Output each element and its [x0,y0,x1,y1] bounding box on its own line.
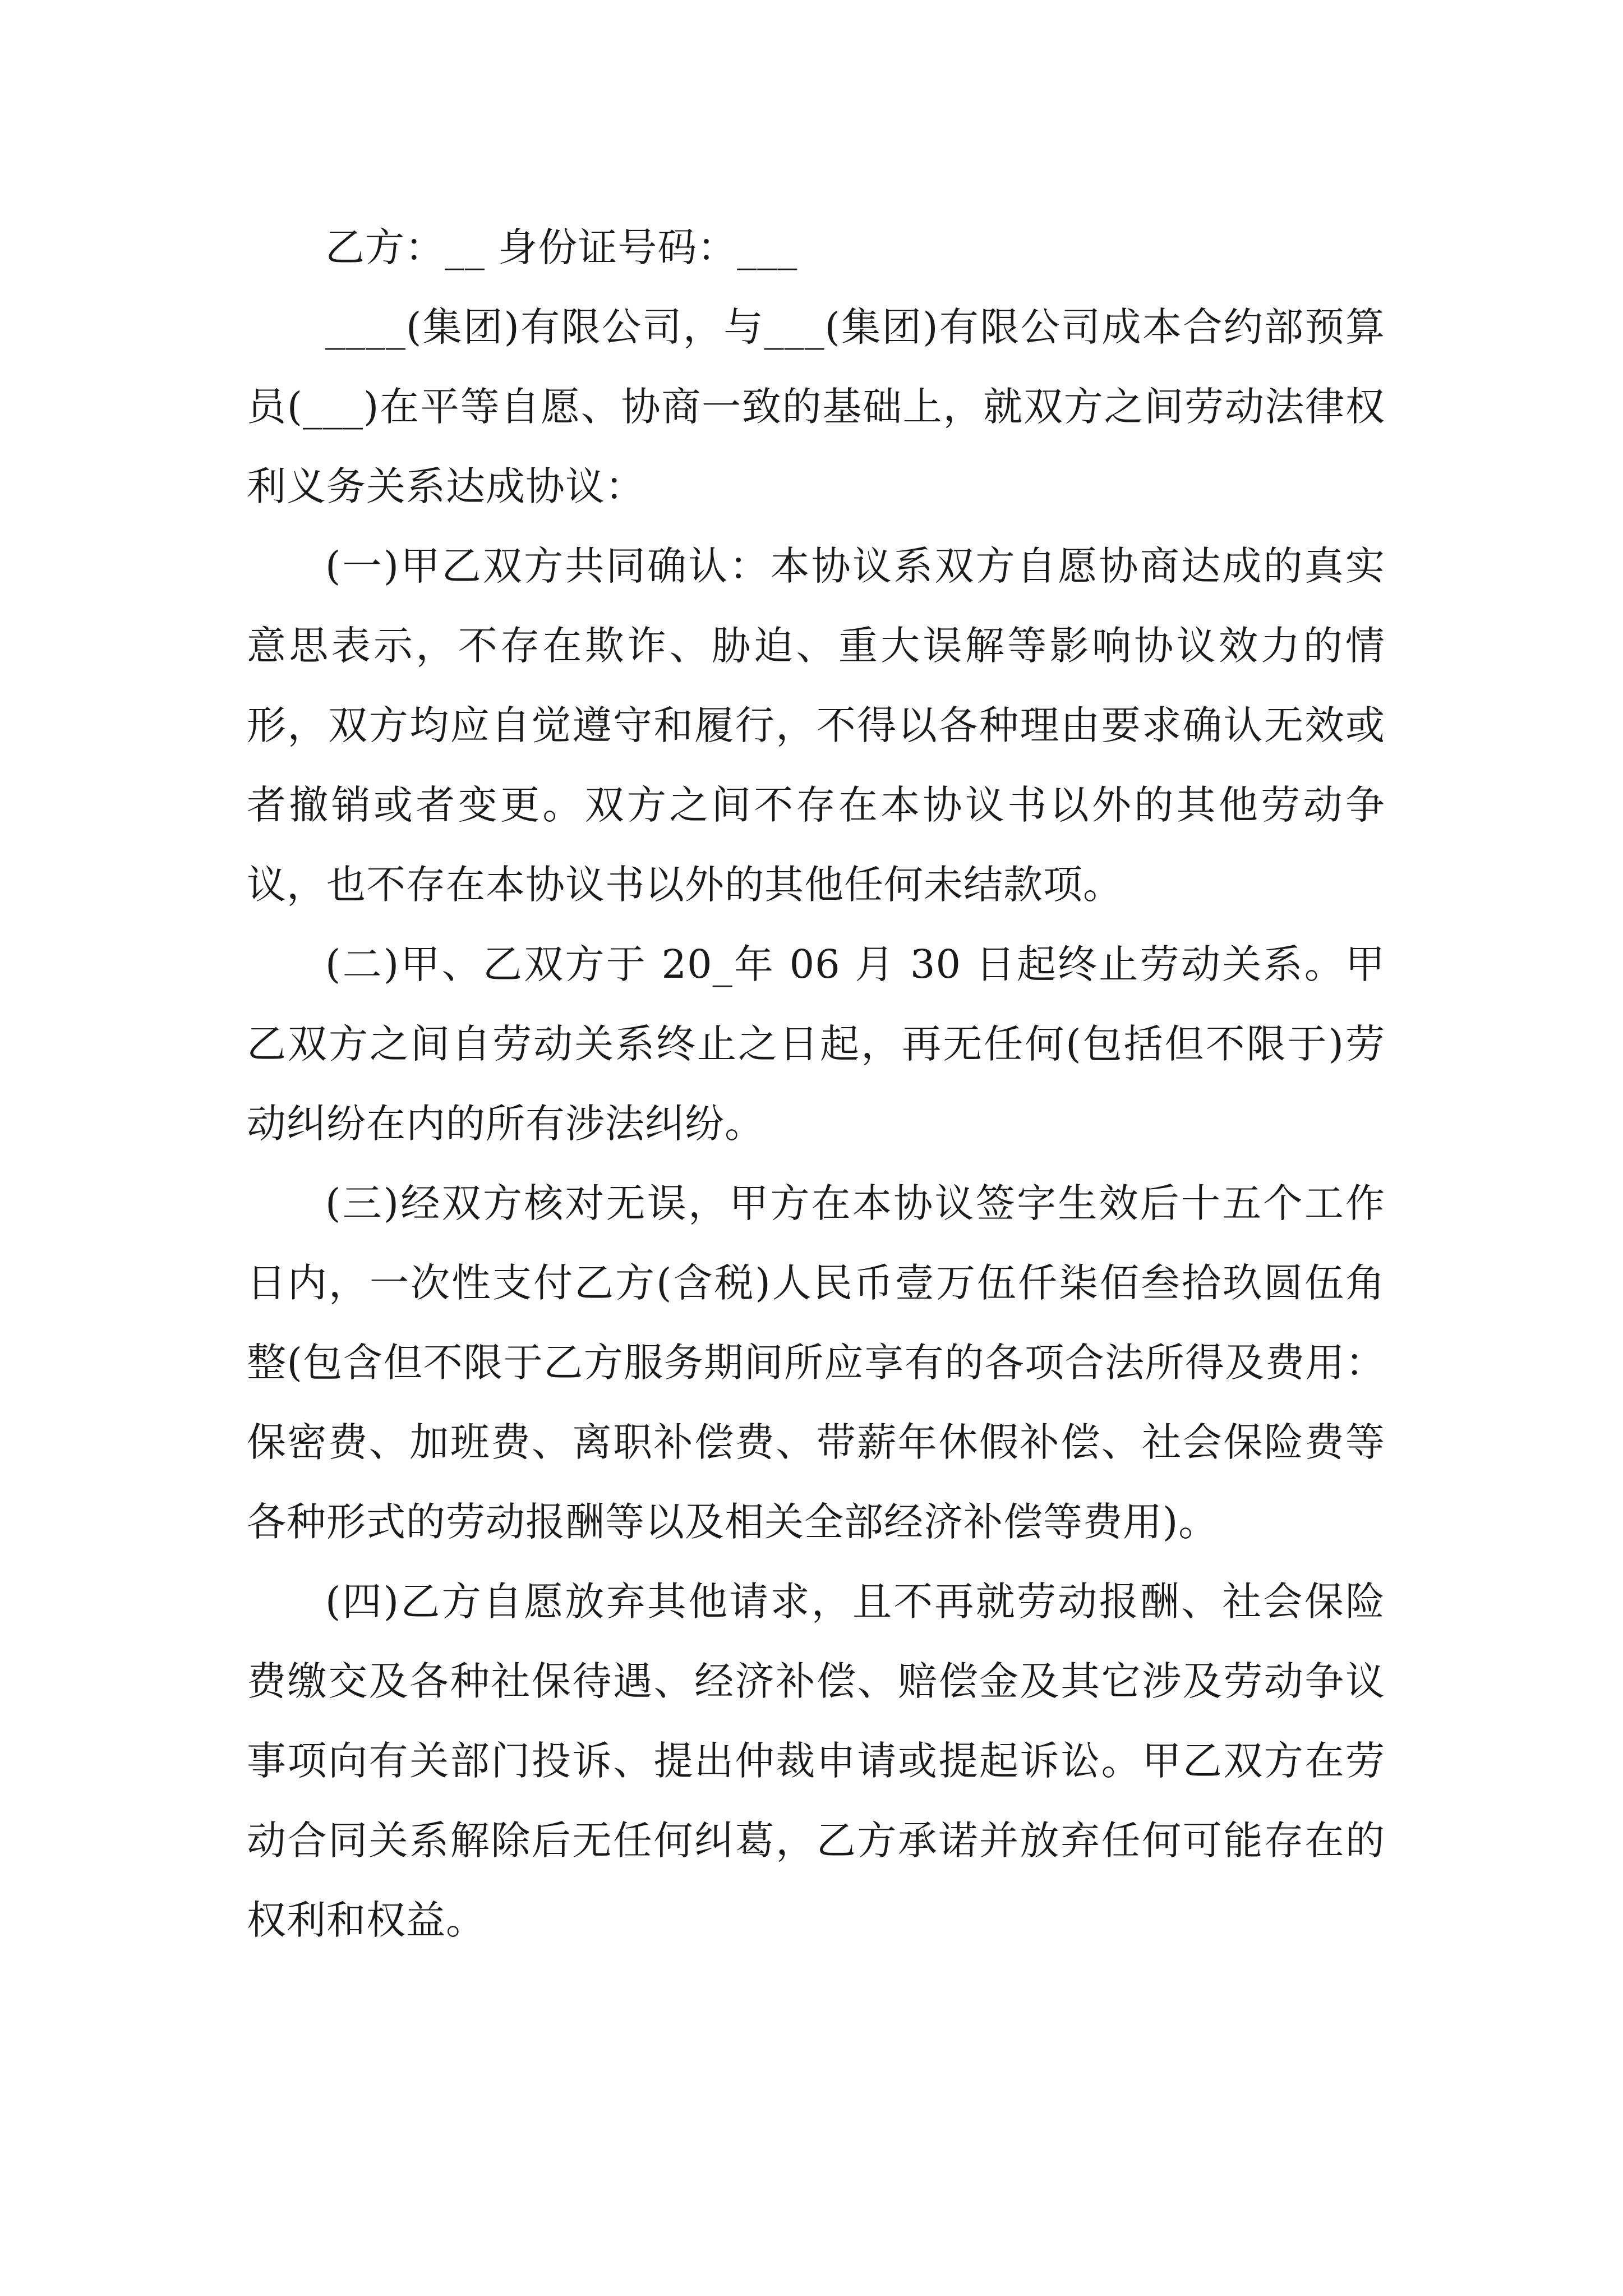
party-b-info-line: 乙方：__ 身份证号码：___ [325,224,798,270]
clause-3-paragraph: (三)经双方核对无误，甲方在本协议签字生效后十五个工作日内，一次性支付乙方(含税)人民币壹万伍仟柒佰叁拾玖圆伍角整(包含但不限于乙方服务期间所应享有的各项合法所得及费用：保密费、加班费、离职补偿费、带薪年休假补偿、社会保险费等各种形式的劳动报酬等以及相关全部经济补偿等费用)。 [247,1180,1385,1545]
clause-4-paragraph: (四)乙方自愿放弃其他请求，且不再就劳动报酬、社会保险费缴交及各种社保待遇、经济补偿、赔偿金及其它涉及劳动争议事项向有关部门投诉、提出仲裁申请或提起诉讼。甲乙双方在劳动合同关系解除后无任何纠葛，乙方承诺并放弃任何可能存在的权利和权益。 [247,1579,1385,1943]
clause-2-paragraph: (二)甲、乙双方于 20_年 06 月 30 日起终止劳动关系。甲乙双方之间自劳动关系终止之日起，再无任何(包括但不限于)劳动纠纷在内的所有涉法纠纷。 [247,941,1385,1147]
document-body [247,208,1385,1960]
clause-1-paragraph: (一)甲乙双方共同确认：本协议系双方自愿协商达成的真实意思表示，不存在欺诈、胁迫、重大误解等影响协议效力的情形，双方均应自觉遵守和履行，不得以各种理由要求确认无效或者撤销或者变更。双方之间不存在本协议书以外的其他劳动争议，也不存在本协议书以外的其他任何未结款项。 [247,543,1385,908]
intro-paragraph: ____(集团)有限公司，与___(集团)有限公司成本合约部预算员(___)在平等自愿、协商一致的基础上，就双方之间劳动法律权利义务关系达成协议： [247,304,1385,509]
